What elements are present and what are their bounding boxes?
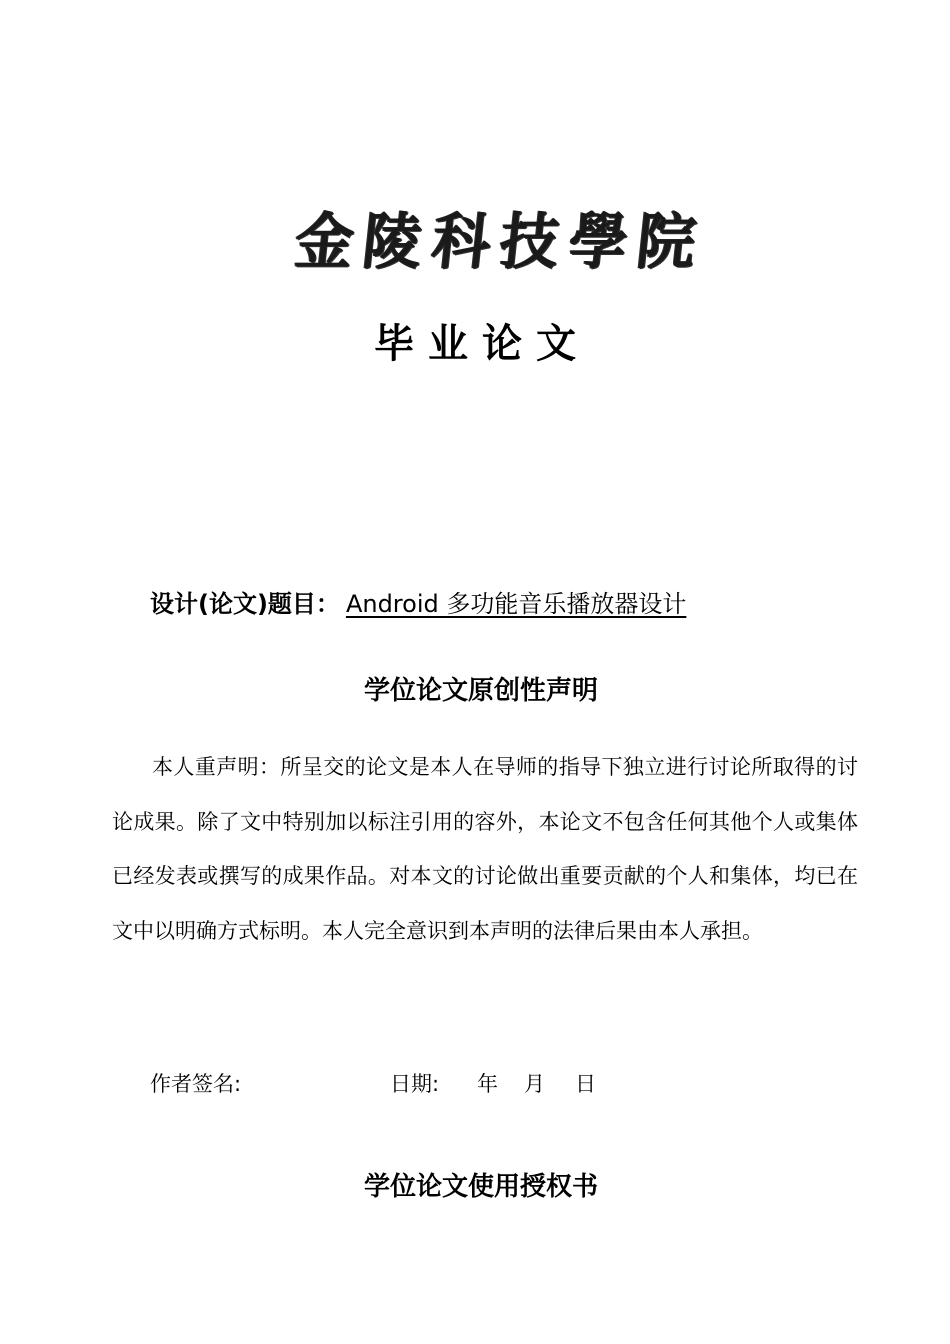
originality-statement: 本人重声明：所呈交的论文是本人在导师的指导下独立进行讨论所取得的讨论成果。除了文中特别加以标注引用的容外，本论文不包含任何其他个人或集体已经发表或撰写的成果作品。对本文的讨论做出重要贡献的个人和集体，均已在文中以明确方式标明。本人完全意识到本声明的法律后果由本人承担。 xyxy=(112,755,858,943)
document-type-title: 毕业论文 xyxy=(374,321,590,367)
logo-char: 陵 xyxy=(360,205,426,277)
logo-char: 科 xyxy=(428,205,494,277)
month-label: 月 xyxy=(524,1072,545,1096)
thesis-title-label: 设计(论文)题目： xyxy=(150,590,340,618)
logo-char: 技 xyxy=(496,205,563,277)
year-label: 年 xyxy=(477,1072,498,1096)
logo-char: 學 xyxy=(565,205,631,277)
day-label: 日 xyxy=(575,1072,596,1096)
thesis-title-line xyxy=(150,584,686,619)
date-label: 日期: xyxy=(390,1072,440,1096)
university-logo xyxy=(291,198,700,277)
logo-char: 院 xyxy=(633,205,700,277)
author-signature-label: 作者签名: xyxy=(150,1072,242,1096)
logo-char: 金 xyxy=(291,205,358,277)
thesis-title-value: Android 多功能音乐播放器设计 xyxy=(345,590,687,618)
signature-row xyxy=(150,1068,750,1098)
license-heading: 学位论文使用授权书 xyxy=(363,1172,598,1202)
originality-heading: 学位论文原创性声明 xyxy=(363,676,598,706)
